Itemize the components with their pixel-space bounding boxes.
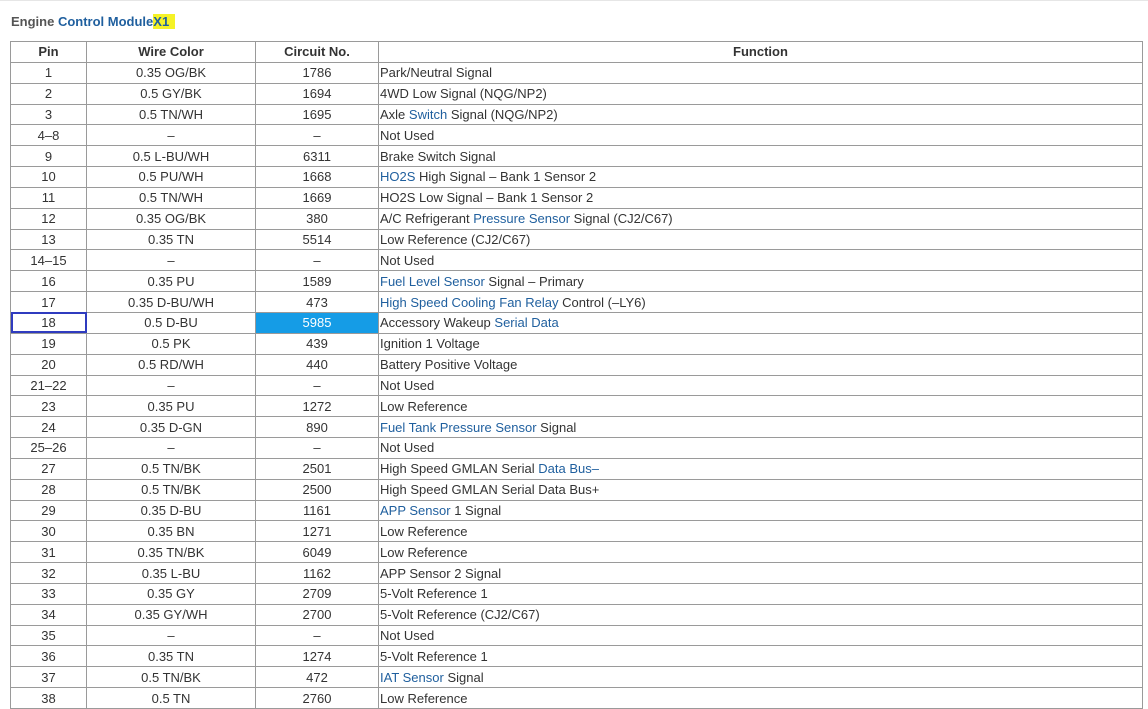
wire-color-cell[interactable]: 0.5 TN/BK [87, 667, 256, 688]
pin-cell[interactable]: 24 [11, 417, 87, 438]
table-row[interactable] [11, 688, 1143, 709]
connector-pinout-table [10, 41, 1143, 709]
circuit-cell[interactable]: 2700 [256, 604, 379, 625]
wire-color-cell[interactable]: 0.35 PU [87, 396, 256, 417]
pin-cell[interactable]: 3 [11, 104, 87, 125]
function-text: Accessory Wakeup [380, 315, 495, 331]
function-text: 4WD Low Signal (NQG/NP2) [380, 86, 547, 102]
pin-cell[interactable]: 37 [11, 667, 87, 688]
function-text: 5-Volt Reference (CJ2/C67) [380, 607, 540, 623]
table-row[interactable] [11, 125, 1143, 146]
circuit-cell[interactable]: 1694 [256, 83, 379, 104]
function-text: Not Used [380, 377, 435, 393]
function-cell[interactable] [379, 292, 1143, 313]
table-row[interactable] [11, 83, 1143, 104]
top-divider [0, 0, 1148, 1]
pin-cell[interactable]: 27 [11, 458, 87, 479]
table-header-row [11, 42, 1143, 63]
wire-color-cell[interactable]: 0.5 RD/WH [87, 354, 256, 375]
circuit-cell[interactable]: 1162 [256, 563, 379, 584]
circuit-cell[interactable]: 2760 [256, 688, 379, 709]
function-text: Low Reference (CJ2/C67) [380, 232, 531, 248]
circuit-cell[interactable]: 380 [256, 208, 379, 229]
pin-cell[interactable]: 10 [11, 167, 87, 188]
table-row[interactable] [11, 479, 1143, 500]
circuit-cell[interactable]: – [256, 625, 379, 646]
function-link[interactable]: Serial Data [494, 315, 559, 331]
function-link[interactable]: Fuel Level Sensor [380, 273, 485, 289]
function-cell[interactable] [379, 167, 1143, 188]
function-text: High Signal – Bank 1 Sensor 2 [415, 169, 597, 185]
function-cell[interactable] [379, 521, 1143, 542]
function-cell[interactable] [379, 187, 1143, 208]
table-row[interactable] [11, 667, 1143, 688]
wire-color-cell[interactable]: 0.35 TN [87, 229, 256, 250]
circuit-cell[interactable]: – [256, 250, 379, 271]
wire-color-cell[interactable]: – [87, 125, 256, 146]
circuit-cell[interactable]: 1274 [256, 646, 379, 667]
wire-color-cell[interactable]: – [87, 438, 256, 459]
function-cell[interactable] [379, 375, 1143, 396]
function-text: Park/Neutral Signal [380, 65, 492, 81]
function-link[interactable]: Data Bus– [538, 461, 599, 477]
table-row[interactable] [11, 521, 1143, 542]
wire-color-cell[interactable]: 0.35 TN/BK [87, 542, 256, 563]
wire-color-cell[interactable]: – [87, 250, 256, 271]
function-link[interactable]: IAT Sensor [380, 669, 444, 685]
circuit-cell[interactable]: 1786 [256, 62, 379, 83]
table-row[interactable] [11, 604, 1143, 625]
circuit-cell[interactable]: 2500 [256, 479, 379, 500]
wire-color-cell[interactable]: 0.5 D-BU [87, 312, 256, 333]
pin-cell[interactable]: 28 [11, 479, 87, 500]
function-cell[interactable] [379, 479, 1143, 500]
circuit-cell[interactable]: 1272 [256, 396, 379, 417]
wire-color-cell[interactable]: 0.35 TN [87, 646, 256, 667]
column-header-circuit[interactable]: Circuit No. [256, 42, 379, 63]
table-row[interactable] [11, 458, 1143, 479]
table-row[interactable] [11, 146, 1143, 167]
table-row[interactable] [11, 208, 1143, 229]
function-cell[interactable] [379, 458, 1143, 479]
pin-cell[interactable]: 34 [11, 604, 87, 625]
function-cell[interactable] [379, 146, 1143, 167]
column-header-pin[interactable]: Pin [11, 42, 87, 63]
function-text: Low Reference [380, 544, 468, 560]
function-text: High Speed GMLAN Serial Data Bus+ [380, 482, 600, 498]
function-text: 1 Signal [450, 502, 502, 518]
table-row[interactable] [11, 229, 1143, 250]
wire-color-cell[interactable]: 0.5 PU/WH [87, 167, 256, 188]
table-row[interactable] [11, 104, 1143, 125]
function-cell[interactable] [379, 354, 1143, 375]
circuit-cell[interactable]: – [256, 125, 379, 146]
circuit-cell[interactable]: 439 [256, 333, 379, 354]
pin-cell[interactable]: 4–8 [11, 125, 87, 146]
function-cell[interactable] [379, 229, 1143, 250]
wire-color-cell[interactable]: 0.5 GY/BK [87, 83, 256, 104]
pin-cell[interactable]: 19 [11, 333, 87, 354]
function-cell[interactable] [379, 208, 1143, 229]
wire-color-cell[interactable]: 0.35 D-BU [87, 500, 256, 521]
function-text: Not Used [380, 252, 435, 268]
pin-cell[interactable]: 13 [11, 229, 87, 250]
circuit-cell[interactable]: 2709 [256, 583, 379, 604]
circuit-cell[interactable]: 5514 [256, 229, 379, 250]
wire-color-cell[interactable]: 0.5 L-BU/WH [87, 146, 256, 167]
function-cell[interactable] [379, 250, 1143, 271]
table-body [11, 62, 1143, 708]
wire-color-cell[interactable]: 0.5 PK [87, 333, 256, 354]
pin-cell[interactable]: 2 [11, 83, 87, 104]
function-cell[interactable] [379, 500, 1143, 521]
wire-color-cell[interactable]: 0.35 GY/WH [87, 604, 256, 625]
title-link[interactable]: Control Module [57, 14, 154, 29]
circuit-cell[interactable]: – [256, 438, 379, 459]
circuit-cell[interactable]: 1271 [256, 521, 379, 542]
function-cell[interactable] [379, 583, 1143, 604]
function-cell[interactable] [379, 563, 1143, 584]
function-link[interactable]: HO2S [380, 169, 416, 185]
table-row[interactable] [11, 250, 1143, 271]
wire-color-cell[interactable]: 0.35 OG/BK [87, 62, 256, 83]
wire-color-cell[interactable]: 0.35 GY [87, 583, 256, 604]
table-row[interactable] [11, 396, 1143, 417]
pin-cell[interactable]: 14–15 [11, 250, 87, 271]
circuit-cell[interactable]: 1695 [256, 104, 379, 125]
pin-cell[interactable]: 32 [11, 563, 87, 584]
wire-color-cell[interactable]: 0.35 D-GN [87, 417, 256, 438]
circuit-cell[interactable]: 1668 [256, 167, 379, 188]
table-row[interactable] [11, 646, 1143, 667]
function-text: Ignition 1 Voltage [380, 336, 480, 352]
pin-cell[interactable]: 31 [11, 542, 87, 563]
function-cell[interactable] [379, 271, 1143, 292]
function-text: Low Reference [380, 523, 468, 539]
table-row[interactable] [11, 167, 1143, 188]
table-row[interactable] [11, 438, 1143, 459]
table-row[interactable] [11, 62, 1143, 83]
function-cell[interactable] [379, 438, 1143, 459]
wire-color-cell[interactable]: 0.5 TN/WH [87, 187, 256, 208]
circuit-cell[interactable]: 1669 [256, 187, 379, 208]
wire-color-cell[interactable]: 0.5 TN/BK [87, 479, 256, 500]
function-cell[interactable] [379, 396, 1143, 417]
function-cell[interactable] [379, 625, 1143, 646]
pin-cell[interactable]: 12 [11, 208, 87, 229]
wire-color-cell[interactable]: 0.35 L-BU [87, 563, 256, 584]
function-link[interactable]: High Speed Cooling Fan Relay [380, 294, 559, 310]
function-cell[interactable] [379, 688, 1143, 709]
pin-cell[interactable]: 18 [11, 312, 87, 333]
function-text: Not Used [380, 628, 435, 644]
pin-cell[interactable]: 33 [11, 583, 87, 604]
circuit-cell[interactable]: 6049 [256, 542, 379, 563]
pin-cell[interactable]: 16 [11, 271, 87, 292]
function-text: Signal [443, 669, 484, 685]
pin-cell[interactable]: 20 [11, 354, 87, 375]
function-text: 5-Volt Reference 1 [380, 586, 488, 602]
function-text: A/C Refrigerant [380, 211, 474, 227]
pin-cell[interactable]: 9 [11, 146, 87, 167]
table-row[interactable] [11, 312, 1143, 333]
pin-cell[interactable]: 11 [11, 187, 87, 208]
circuit-cell[interactable]: 473 [256, 292, 379, 313]
wire-color-cell[interactable]: 0.5 TN/BK [87, 458, 256, 479]
wire-color-cell[interactable]: 0.35 BN [87, 521, 256, 542]
table-row[interactable] [11, 625, 1143, 646]
circuit-cell[interactable]: 6311 [256, 146, 379, 167]
function-cell[interactable] [379, 646, 1143, 667]
function-text: Control (–LY6) [558, 294, 646, 310]
function-text: Signal (CJ2/C67) [570, 211, 673, 227]
pin-cell[interactable]: 29 [11, 500, 87, 521]
function-cell[interactable] [379, 542, 1143, 563]
column-header-wire-color[interactable]: Wire Color [87, 42, 256, 63]
wire-color-cell[interactable]: 0.35 PU [87, 271, 256, 292]
function-cell[interactable] [379, 312, 1143, 333]
circuit-cell[interactable]: 2501 [256, 458, 379, 479]
function-cell[interactable] [379, 667, 1143, 688]
function-text: Signal – Primary [484, 273, 584, 289]
function-text: High Speed GMLAN Serial [380, 461, 539, 477]
function-cell[interactable] [379, 104, 1143, 125]
function-link[interactable]: Fuel Tank Pressure Sensor [380, 419, 537, 435]
function-text: Signal [536, 419, 577, 435]
function-text: Low Reference [380, 398, 468, 414]
table-row[interactable] [11, 542, 1143, 563]
function-text: Brake Switch Signal [380, 148, 496, 164]
circuit-cell[interactable]: 1161 [256, 500, 379, 521]
wire-color-cell[interactable]: 0.5 TN/WH [87, 104, 256, 125]
function-text: Signal (NQG/NP2) [447, 106, 558, 122]
pin-cell[interactable]: 23 [11, 396, 87, 417]
function-link[interactable]: APP Sensor [380, 502, 451, 518]
table-row[interactable] [11, 375, 1143, 396]
title-prefix: Engine [11, 14, 58, 29]
table-row[interactable] [11, 333, 1143, 354]
wire-color-cell[interactable]: 0.35 OG/BK [87, 208, 256, 229]
function-link[interactable]: Pressure Sensor [473, 211, 571, 227]
table-row[interactable] [11, 187, 1143, 208]
circuit-cell[interactable]: – [256, 375, 379, 396]
table-row[interactable] [11, 500, 1143, 521]
pin-cell[interactable]: 17 [11, 292, 87, 313]
function-text: APP Sensor 2 Signal [380, 565, 502, 581]
function-text: Not Used [380, 127, 435, 143]
function-cell[interactable] [379, 417, 1143, 438]
table-row[interactable] [11, 417, 1143, 438]
function-link[interactable]: Switch [408, 106, 448, 122]
function-cell[interactable] [379, 83, 1143, 104]
function-text: Not Used [380, 440, 435, 456]
function-text: Axle [380, 106, 409, 122]
function-text: Low Reference [380, 690, 468, 706]
table-row[interactable] [11, 563, 1143, 584]
table-row[interactable] [11, 583, 1143, 604]
pin-cell[interactable]: 30 [11, 521, 87, 542]
function-cell[interactable] [379, 62, 1143, 83]
pin-cell[interactable]: 36 [11, 646, 87, 667]
wire-color-cell[interactable]: 0.5 TN [87, 688, 256, 709]
circuit-cell[interactable]: 5985 [256, 312, 379, 333]
table-row[interactable] [11, 354, 1143, 375]
circuit-cell[interactable]: 890 [256, 417, 379, 438]
pin-cell[interactable]: 1 [11, 62, 87, 83]
title-highlight: X1 [153, 14, 175, 29]
table-row[interactable] [11, 271, 1143, 292]
circuit-cell[interactable]: 440 [256, 354, 379, 375]
pin-cell[interactable]: 35 [11, 625, 87, 646]
function-text: 5-Volt Reference 1 [380, 648, 488, 664]
function-cell[interactable] [379, 333, 1143, 354]
wire-color-cell[interactable]: – [87, 375, 256, 396]
column-header-function[interactable]: Function [379, 42, 1143, 63]
pin-cell[interactable]: 25–26 [11, 438, 87, 459]
function-cell[interactable] [379, 604, 1143, 625]
wire-color-cell[interactable]: – [87, 625, 256, 646]
circuit-cell[interactable]: 472 [256, 667, 379, 688]
table-row[interactable] [11, 292, 1143, 313]
pin-cell[interactable]: 38 [11, 688, 87, 709]
function-cell[interactable] [379, 125, 1143, 146]
pin-cell[interactable]: 21–22 [11, 375, 87, 396]
function-text: HO2S Low Signal – Bank 1 Sensor 2 [380, 190, 594, 206]
page-title [11, 13, 175, 31]
circuit-cell[interactable]: 1589 [256, 271, 379, 292]
wire-color-cell[interactable]: 0.35 D-BU/WH [87, 292, 256, 313]
function-text: Battery Positive Voltage [380, 357, 518, 373]
